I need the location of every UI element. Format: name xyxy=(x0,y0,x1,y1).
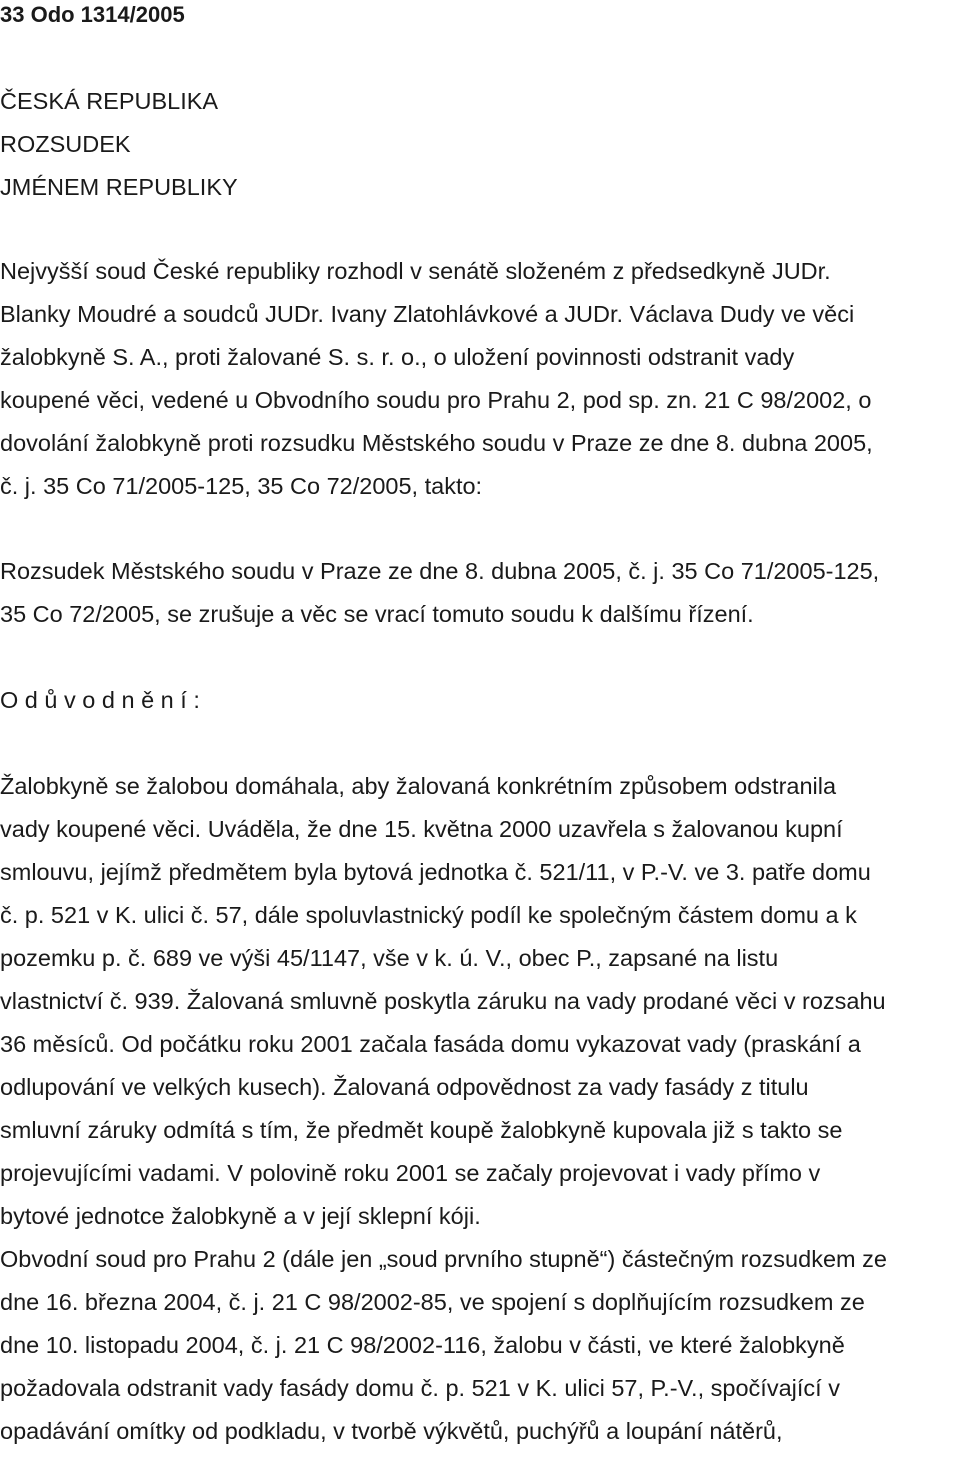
reasoning-line: opadávání omítky od podkladu, v tvorbě výkvětů, puchýřů a loupání nátěrů, xyxy=(0,1418,783,1444)
reasoning-line: dne 10. listopadu 2004, č. j. 21 C 98/2002-116, žalobu v části, ve které žalobkyně xyxy=(0,1332,845,1358)
reasoning-line: smlouvu, jejímž předmětem byla bytová jednotka č. 521/11, v P.-V. ve 3. patře domu xyxy=(0,859,871,885)
reasoning-line: Žalobkyně se žalobou domáhala, aby žalovaná konkrétním způsobem odstranila xyxy=(0,773,837,799)
reasoning-line: pozemku p. č. 689 ve výši 45/1147, vše v k. ú. V., obec P., zapsané na listu xyxy=(0,945,779,971)
intro-line: dovolání žalobkyně proti rozsudku Městského soudu v Praze ze dne 8. dubna 2005, xyxy=(0,430,873,456)
reasoning-heading: O d ů v o d n ě n í : xyxy=(0,687,200,713)
header-country: ČESKÁ REPUBLIKA xyxy=(0,88,219,114)
intro-line: Blanky Moudré a soudců JUDr. Ivany Zlatohlávkové a JUDr. Václava Dudy ve věci xyxy=(0,301,855,327)
reasoning-line: č. p. 521 v K. ulici č. 57, dále spoluvlastnický podíl ke společným částem domu a k xyxy=(0,902,857,928)
header-republic: JMÉNEM REPUBLIKY xyxy=(0,174,238,200)
intro-line: Nejvyšší soud České republiky rozhodl v senátě složeném z předsedkyně JUDr. xyxy=(0,258,831,284)
reasoning-line: 36 měsíců. Od počátku roku 2001 začala fasáda domu vykazovat vady (praskání a xyxy=(0,1031,861,1057)
reasoning-line: dne 16. března 2004, č. j. 21 C 98/2002-85, ve spojení s doplňujícím rozsudkem ze xyxy=(0,1289,865,1315)
reasoning-line: vlastnictví č. 939. Žalovaná smluvně poskytla záruku na vady prodané věci v rozsahu xyxy=(0,988,886,1014)
case-reference: 33 Odo 1314/2005 xyxy=(0,2,185,27)
verdict-line: 35 Co 72/2005, se zrušuje a věc se vrací tomuto soudu k dalšímu řízení. xyxy=(0,601,754,627)
reasoning-line: odlupování ve velkých kusech). Žalovaná odpovědnost za vady fasády z titulu xyxy=(0,1074,809,1100)
intro-line: koupené věci, vedené u Obvodního soudu pro Prahu 2, pod sp. zn. 21 C 98/2002, o xyxy=(0,387,872,413)
reasoning-line: smluvní záruky odmítá s tím, že předmět koupě žalobkyně kupovala již s takto se xyxy=(0,1117,843,1143)
reasoning-line: bytové jednotce žalobkyně a v její sklepní kóji. xyxy=(0,1203,481,1229)
reasoning-line: požadovala odstranit vady fasády domu č. p. 521 v K. ulici 57, P.-V., spočívající v xyxy=(0,1375,840,1401)
verdict-line: Rozsudek Městského soudu v Praze ze dne 8. dubna 2005, č. j. 35 Co 71/2005-125, xyxy=(0,558,880,584)
reasoning-line: vady koupené věci. Uváděla, že dne 15. května 2000 uzavřela s žalovanou kupní xyxy=(0,816,843,842)
reasoning-line: projevujícími vadami. V polovině roku 2001 se začaly projevovat i vady přímo v xyxy=(0,1160,821,1186)
header-title: ROZSUDEK xyxy=(0,131,131,157)
intro-line: č. j. 35 Co 71/2005-125, 35 Co 72/2005, takto: xyxy=(0,473,483,499)
intro-line: žalobkyně S. A., proti žalované S. s. r. o., o uložení povinnosti odstranit vady xyxy=(0,344,795,370)
reasoning-line: Obvodní soud pro Prahu 2 (dále jen „soud prvního stupně“) částečným rozsudkem ze xyxy=(0,1246,887,1272)
